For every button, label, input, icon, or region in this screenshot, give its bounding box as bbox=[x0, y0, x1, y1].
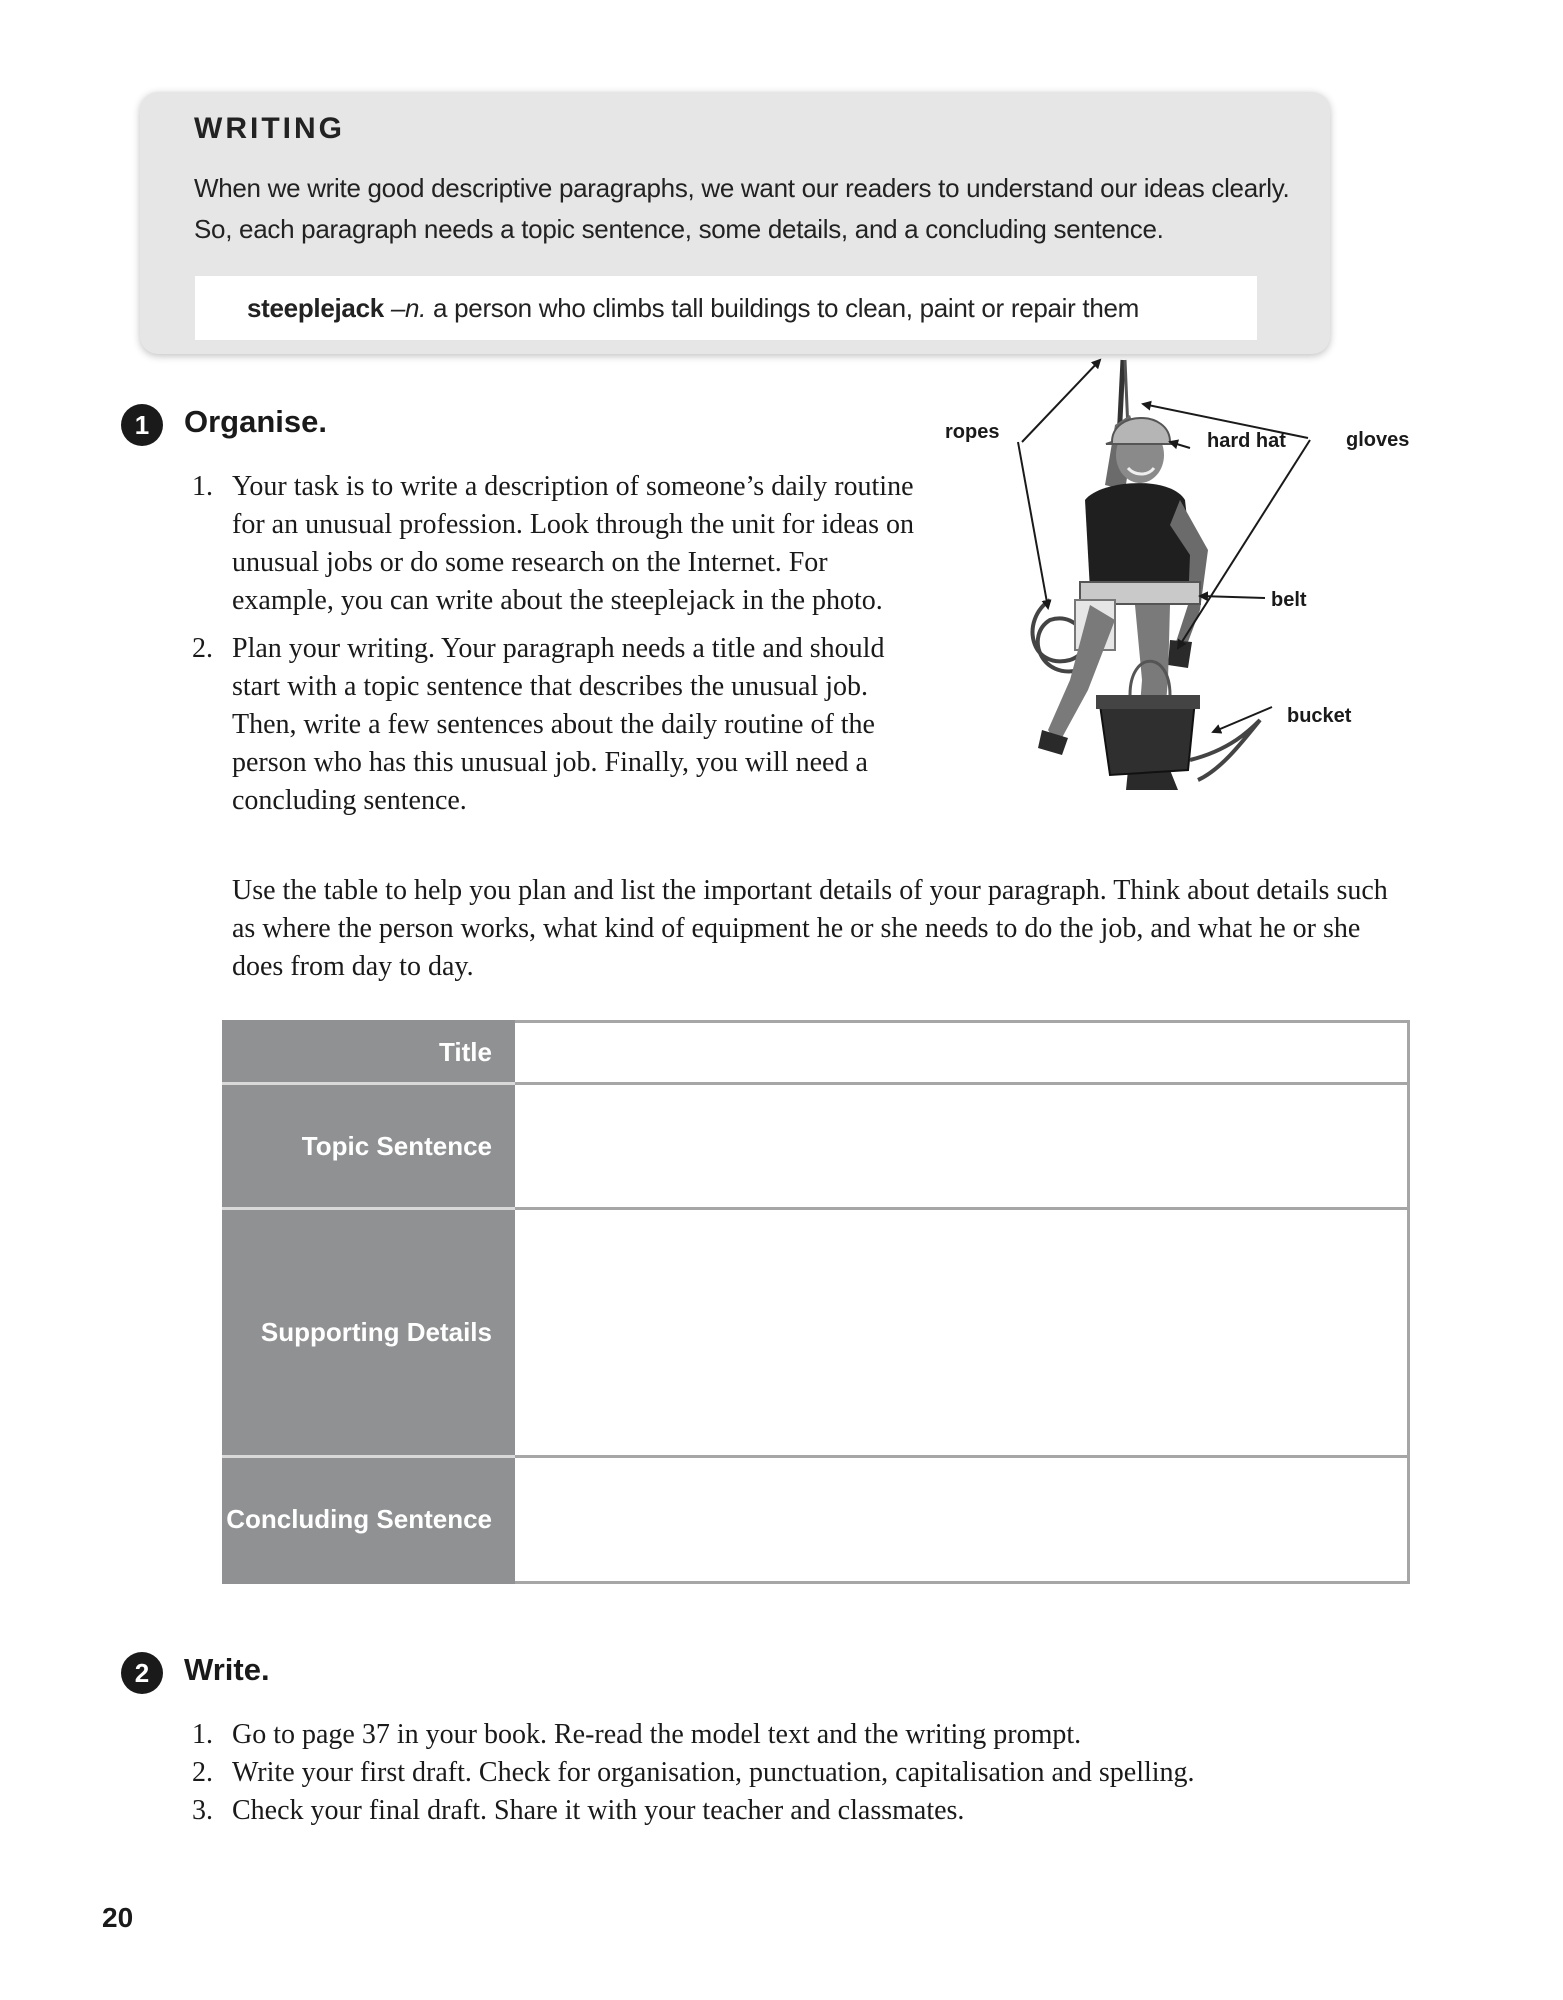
page-number: 20 bbox=[102, 1902, 134, 1933]
list-item-text: Go to page 37 in your book. Re-read the model text and the writing prompt. bbox=[232, 1719, 1082, 1750]
planning-table bbox=[222, 1020, 1410, 1584]
list-item-text: Check your final draft. Share it with your teacher and classmates. bbox=[232, 1795, 965, 1826]
table-row bbox=[224, 1209, 1409, 1457]
table-row bbox=[224, 1022, 1409, 1084]
list-item bbox=[192, 1754, 1412, 1792]
concluding-sentence-cell[interactable] bbox=[514, 1457, 1409, 1583]
list-item-number: 3. bbox=[192, 1795, 213, 1826]
table-row bbox=[224, 1084, 1409, 1209]
writing-box bbox=[140, 92, 1330, 354]
writing-intro: When we write good descriptive paragraphs, we want our readers to understand our ideas clearly. So, each paragraph needs a topic sentence, some details, and a concluding sentence. bbox=[194, 173, 1290, 244]
list-item-number: 1. bbox=[192, 1719, 213, 1750]
definition-text: a person who climbs tall buildings to clean, paint or repair them bbox=[433, 293, 1140, 323]
topic-sentence-cell[interactable] bbox=[514, 1084, 1409, 1209]
label-bucket: bucket bbox=[1287, 705, 1352, 727]
definition-box bbox=[195, 276, 1257, 340]
list-item bbox=[192, 1716, 1412, 1754]
section-1-number: 1 bbox=[121, 404, 163, 446]
label-belt: belt bbox=[1271, 589, 1307, 611]
label-hard-hat: hard hat bbox=[1207, 430, 1286, 452]
title-cell[interactable] bbox=[514, 1022, 1409, 1084]
section-1-list bbox=[192, 468, 932, 820]
section-1-title: Organise. bbox=[184, 404, 327, 439]
list-item bbox=[192, 630, 932, 820]
list-item-number: 2. bbox=[192, 1757, 213, 1788]
list-item-number: 1. bbox=[192, 471, 213, 502]
steeplejack-figure bbox=[930, 350, 1410, 840]
section-2-list bbox=[192, 1716, 1412, 1830]
list-item-text: Write your first draft. Check for organisation, punctuation, capitalisation and spelling. bbox=[232, 1757, 1195, 1788]
definition-word: steeplejack bbox=[247, 293, 384, 323]
definition-pos: –n. bbox=[390, 293, 427, 323]
label-ropes: ropes bbox=[945, 421, 1000, 443]
writing-heading: WRITING bbox=[194, 112, 345, 145]
row-label-title: Title bbox=[224, 1022, 514, 1084]
list-item bbox=[192, 1792, 1412, 1830]
row-label-topic-sentence: Topic Sentence bbox=[224, 1084, 514, 1209]
table-row bbox=[224, 1457, 1409, 1583]
list-item-number: 2. bbox=[192, 633, 213, 664]
steeplejack-illustration bbox=[930, 350, 1410, 840]
list-item bbox=[192, 468, 932, 620]
row-label-supporting-details: Supporting Details bbox=[224, 1209, 514, 1457]
list-item-text: Plan your writing. Your paragraph needs a title and should start with a topic sentence that describes the unusual job. Then, write a few sentences about the daily routine of the person who has this unusual job. Finally, you will need a concluding sentence. bbox=[232, 633, 885, 816]
label-gloves: gloves bbox=[1346, 429, 1410, 451]
supporting-details-cell[interactable] bbox=[514, 1209, 1409, 1457]
section-2-title: Write. bbox=[184, 1652, 270, 1687]
list-item-text: Your task is to write a description of someone’s daily routine for an unusual profession. Look through the unit for ideas on unusual jobs or do some research on the Internet. For example, you can write about the steeplejack in the photo. bbox=[232, 471, 914, 616]
section-1-followup: Use the table to help you plan and list the important details of your paragraph. Think about details such as where the person works, what kind of equipment he or she needs to do the job, and what he or she does from day to day. bbox=[232, 875, 1388, 982]
section-2-number: 2 bbox=[121, 1652, 163, 1694]
row-label-concluding-sentence: Concluding Sentence bbox=[224, 1457, 514, 1583]
